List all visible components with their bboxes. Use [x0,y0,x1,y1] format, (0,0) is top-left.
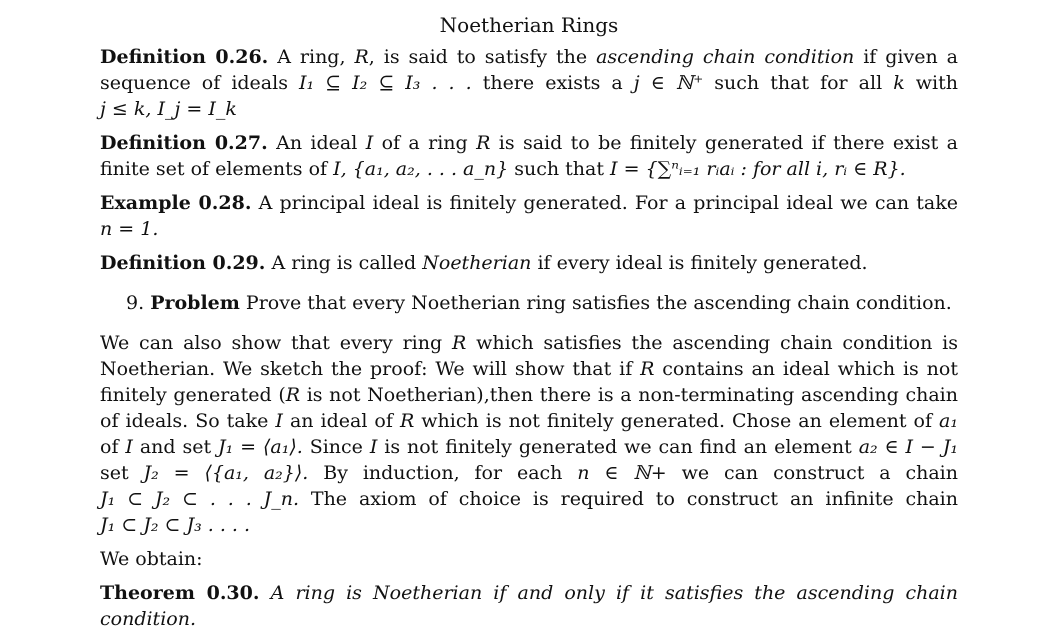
math: J₁ = ⟨a₁⟩. [218,436,303,458]
text: A ring, [277,46,355,68]
math: j ≤ k, I_j = I_k [100,98,237,120]
math: R [451,332,467,354]
text: of a ring [373,132,477,154]
text: with [904,72,958,94]
definition-label: Definition 0.26. [100,46,269,68]
math: R [399,410,415,432]
example-0-28 [100,190,958,242]
problem-text: Prove that every Noetherian ring satisfies the ascending chain condition. [245,292,952,314]
we-obtain-text: We obtain: [100,548,203,570]
definition-0-26 [100,44,958,122]
text: is not finitely generated we can find an element [377,436,859,458]
math: I [365,132,374,154]
math: I, {a₁, a₂, . . . a_n} [333,158,509,180]
math: I [275,410,283,432]
text: which is not finitely generated. Chose an element of [414,410,940,432]
math: I₁ ⊆ I₂ ⊆ I₃ . . . [299,72,472,94]
math: n ∈ ℕ+ [577,462,667,484]
math: R [354,46,369,68]
math: J₁ ⊂ J₂ ⊂ J₃ . . . . [100,514,251,536]
text: an ideal of [282,410,400,432]
text: A principal ideal is finitely generated. For a principal ideal we can take [258,192,959,214]
math: R [640,358,655,380]
example-label: Example 0.28. [100,192,252,214]
theorem-0-30 [100,580,958,632]
text: such that [508,158,611,180]
math: n = 1. [100,218,159,240]
text: set [100,462,144,484]
math: I [125,436,133,458]
text: which satisfies the ascending chain condition is Noetherian. We sketch the proof: We will show that if [100,332,959,380]
text: By induction, for each [308,462,578,484]
emphasis: ascending chain condition [596,46,855,68]
math: I [369,436,378,458]
document-page [100,10,958,632]
text: is said to be finitely generated if there exist a finite set of elements of [100,132,959,180]
definition-0-29 [100,250,958,276]
text: An ideal [276,132,366,154]
math: I = {∑ⁿᵢ₌₁ rᵢaᵢ : for all i, rᵢ ∈ R}. [610,158,906,180]
text: there exists a [471,72,634,94]
text: A ring is called [271,252,423,274]
text: we can construct a chain [666,462,958,484]
math: a₂ ∈ I − J₁ [858,436,959,458]
text: if given a sequence of ideals [100,46,958,94]
math: j ∈ ℕ⁺ [633,72,704,94]
text: The axiom of choice is required to construct an infinite chain [299,488,958,510]
text: is not Noetherian),then there is a non-terminating ascending chain of ideals. So take [100,384,958,432]
text: of [100,436,126,458]
problem-number: 9. [126,292,145,314]
theorem-statement: A ring is Noetherian if and only if it satisfies the ascending chain condition. [100,582,958,630]
math: J₂ = ⟨{a₁, a₂}⟩. [143,462,309,484]
math: R [476,132,491,154]
text: contains an ideal which is not finitely generated ( [100,358,958,406]
page-title: Noetherian Rings [439,13,619,37]
text: Since [302,436,370,458]
proof-sketch-paragraph [100,330,958,538]
definition-label: Definition 0.29. [100,252,266,274]
definition-label: Definition 0.27. [100,132,268,154]
emphasis: Noetherian [422,252,532,274]
math: k [893,72,905,94]
math: R [285,384,301,406]
problem-label: Problem [150,292,240,314]
math: J₁ ⊂ J₂ ⊂ . . . J_n. [100,488,300,510]
text: , is said to satisfy the [368,46,597,68]
text: We can also show that every ring [100,332,452,354]
definition-0-27 [100,130,958,182]
text: such that for all [703,72,894,94]
text: if every ideal is finitely generated. [531,252,868,274]
problem-9 [126,290,958,316]
math: a₁ [939,410,958,432]
theorem-label: Theorem 0.30. [100,582,260,604]
text: and set [132,436,218,458]
